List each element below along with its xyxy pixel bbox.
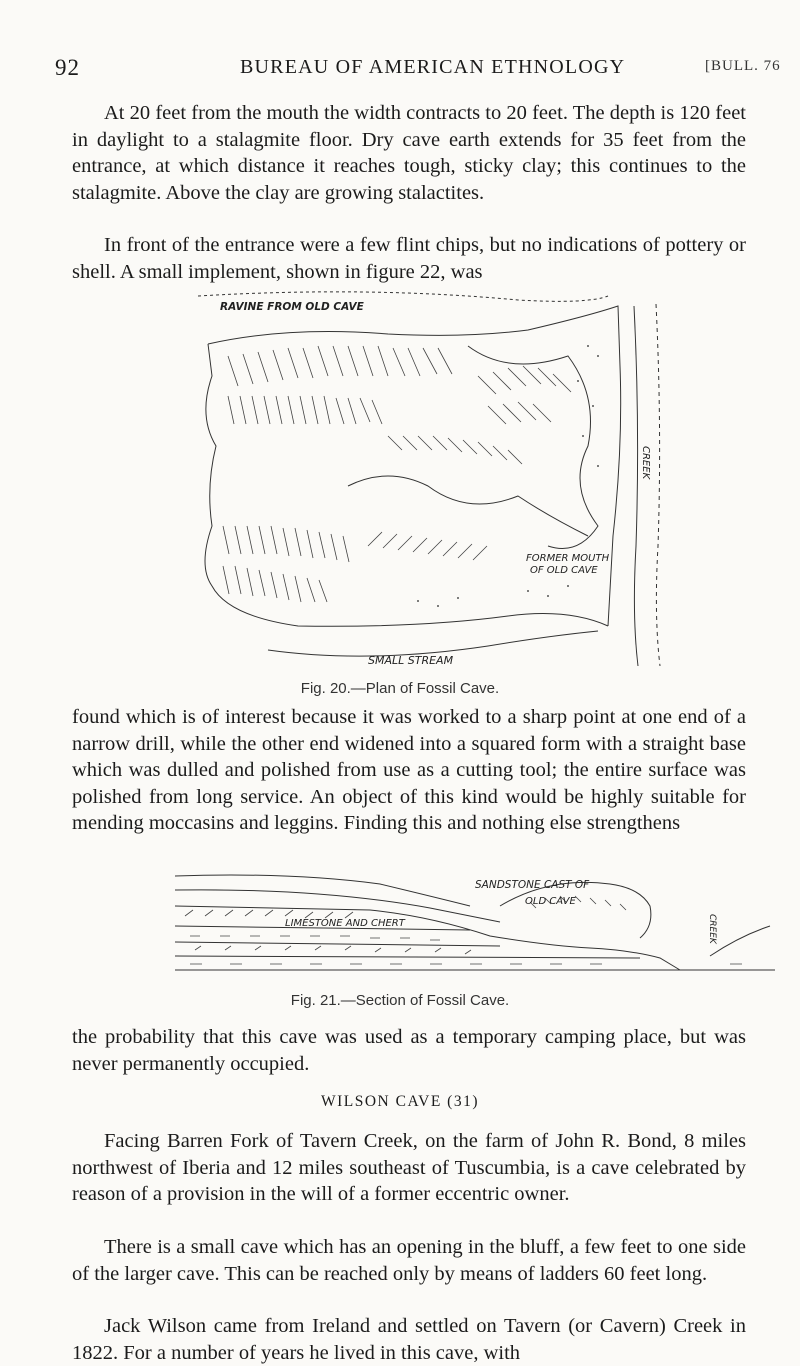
paragraph: At 20 feet from the mouth the width contracts to 20 feet. The depth is 120 feet in daylight to a stalagmite floor. Dry cave earth extends for 35 feet from the entrance, at which distance it reaches tough, sticky clay; this continues to the stalagmite. Above the clay are growing stalactites. xyxy=(72,102,746,204)
figure-21-section xyxy=(170,866,780,976)
running-title: BUREAU OF AMERICAN ETHNOLOGY xyxy=(240,56,626,78)
stream-label: SMALL STREAM xyxy=(368,654,454,667)
former-mouth-label: FORMER MOUTH xyxy=(526,553,610,564)
section-heading: WILSON CAVE (31) xyxy=(320,1093,480,1110)
paragraph: found which is of interest because it was worked to a sharp point at one end of a narrow drill, while the other end widened into a squared form with a straight base which was dulled and polished from use as a cutting tool; the entire surface was polished from long service. An object of this kind would be highly suitable for mending moccasins and leggins. Finding this and nothing else strengthens xyxy=(72,706,746,834)
sandstone-cast-label: SANDSTONE CAST OF xyxy=(475,879,590,891)
page-number: 92 xyxy=(55,55,80,80)
creek-label: CREEK xyxy=(640,446,651,480)
bulletin-tag: [BULL. 76 xyxy=(705,58,781,74)
paragraph: Jack Wilson came from Ireland and settled on Tavern (or Cavern) Creek in 1822. For a number of years he lived in this cave, with xyxy=(72,1315,746,1364)
ravine-label: RAVINE FROM OLD CAVE xyxy=(220,301,364,313)
old-cave-label: OLD CAVE xyxy=(525,896,576,907)
creek-label: CREEK xyxy=(707,914,717,944)
paragraph: Facing Barren Fork of Tavern Creek, on the farm of John R. Bond, 8 miles northwest of Iberia and 12 miles southeast of Tuscumbia, is a cave celebrated by reason of a provision in the will of a former eccentric owner. xyxy=(72,1130,746,1205)
figure-20-plan xyxy=(168,286,668,671)
old-cave-label: OF OLD CAVE xyxy=(530,565,598,576)
paragraph: In front of the entrance were a few flint chips, but no indications of pottery or shell. A small implement, shown in figure 22, was xyxy=(72,234,746,283)
limestone-label: LIMESTONE AND CHERT xyxy=(285,918,405,929)
paragraph: There is a small cave which has an opening in the bluff, a few feet to one side of the larger cave. This can be reached only by means of ladders 60 feet long. xyxy=(72,1236,746,1285)
running-header xyxy=(0,55,800,89)
figure-21-caption: Fig. 21.—Section of Fossil Cave. xyxy=(290,992,510,1009)
figure-20-caption: Fig. 20.—Plan of Fossil Cave. xyxy=(300,680,500,697)
paragraph: the probability that this cave was used as a temporary camping place, but was never permanently occupied. xyxy=(72,1026,746,1075)
